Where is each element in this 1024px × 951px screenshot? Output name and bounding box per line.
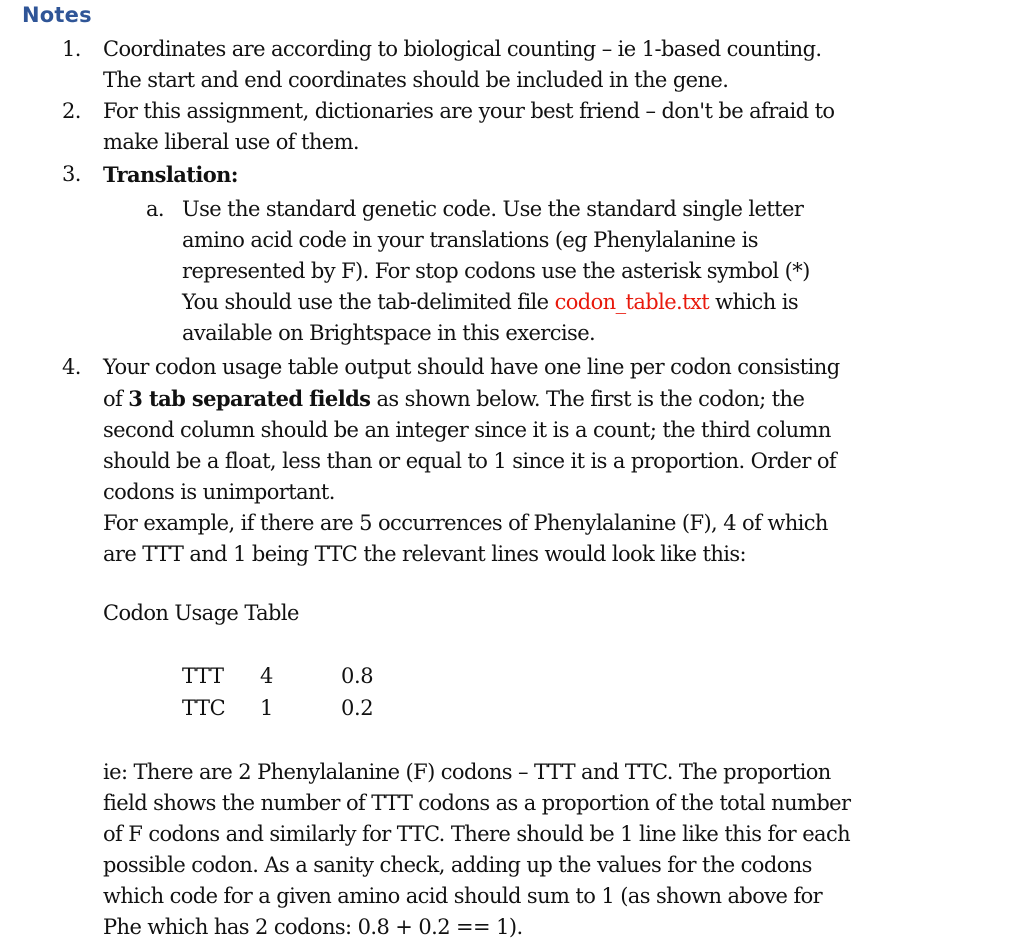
- note-number: 3.: [62, 162, 81, 186]
- note-line: second column should be an integer since it is a count; the third column: [103, 418, 831, 442]
- note-line: are TTT and 1 being TTC the relevant lines would look like this:: [103, 542, 747, 566]
- sub-item-text: which is: [709, 290, 799, 314]
- sub-item-line: represented by F). For stop codons use the asterisk symbol (*): [182, 259, 810, 283]
- explanation-line: Phe which has 2 codons: 0.8 + 0.2 == 1).: [103, 915, 523, 939]
- note-number: 4.: [62, 355, 81, 379]
- sub-item-line: amino acid code in your translations (eg Phenylalanine is: [182, 228, 758, 252]
- explanation-line: field shows the number of TTT codons as a proportion of the total number: [103, 791, 851, 815]
- sub-item-line: [182, 287, 982, 318]
- sub-item-line: Use the standard genetic code. Use the standard single letter: [182, 197, 804, 221]
- note-line: Your codon usage table output should have one line per codon consisting: [103, 355, 840, 379]
- notes-heading: Notes: [22, 3, 92, 27]
- explanation-line: of F codons and similarly for TTC. There should be 1 line like this for each: [103, 822, 851, 846]
- emphasis-text: 3 tab separated fields: [128, 386, 371, 411]
- note-number: 2.: [62, 99, 81, 123]
- table-cell-proportion: 0.2: [341, 696, 374, 720]
- sub-item-line: available on Brightspace in this exercise.: [182, 321, 596, 345]
- sub-item-letter: a.: [146, 197, 164, 221]
- note-line: make liberal use of them.: [103, 130, 359, 154]
- note-text: as shown below. The first is the codon; the: [370, 387, 805, 411]
- explanation-line: possible codon. As a sanity check, adding up the values for the codons: [103, 853, 812, 877]
- explanation-line: which code for a given amino acid should sum to 1 (as shown above for: [103, 884, 823, 908]
- codon-table-title: Codon Usage Table: [103, 601, 299, 625]
- note-line: For example, if there are 5 occurrences of Phenylalanine (F), 4 of which: [103, 511, 828, 535]
- table-cell-proportion: 0.8: [341, 664, 374, 688]
- note-line: codons is unimportant.: [103, 480, 335, 504]
- note-line: For this assignment, dictionaries are your best friend – don't be afraid to: [103, 99, 835, 123]
- translation-label: Translation:: [103, 162, 238, 187]
- sub-item-text: You should use the tab-delimited file: [182, 290, 555, 314]
- table-cell-count: 4: [260, 664, 273, 688]
- explanation-line: ie: There are 2 Phenylalanine (F) codons – TTT and TTC. The proportion: [103, 760, 831, 784]
- note-number: 1.: [62, 37, 81, 61]
- note-line: Coordinates are according to biological counting – ie 1-based counting.: [103, 37, 822, 61]
- table-cell-count: 1: [260, 696, 273, 720]
- note-text: of: [103, 387, 129, 411]
- table-cell-codon: TTT: [182, 664, 224, 688]
- codon-table-file-link[interactable]: codon_table.txt: [554, 290, 710, 314]
- table-cell-codon: TTC: [182, 696, 226, 720]
- note-line: [103, 383, 1003, 415]
- note-line: should be a float, less than or equal to 1 since it is a proportion. Order of: [103, 449, 837, 473]
- note-line: The start and end coordinates should be included in the gene.: [103, 68, 729, 92]
